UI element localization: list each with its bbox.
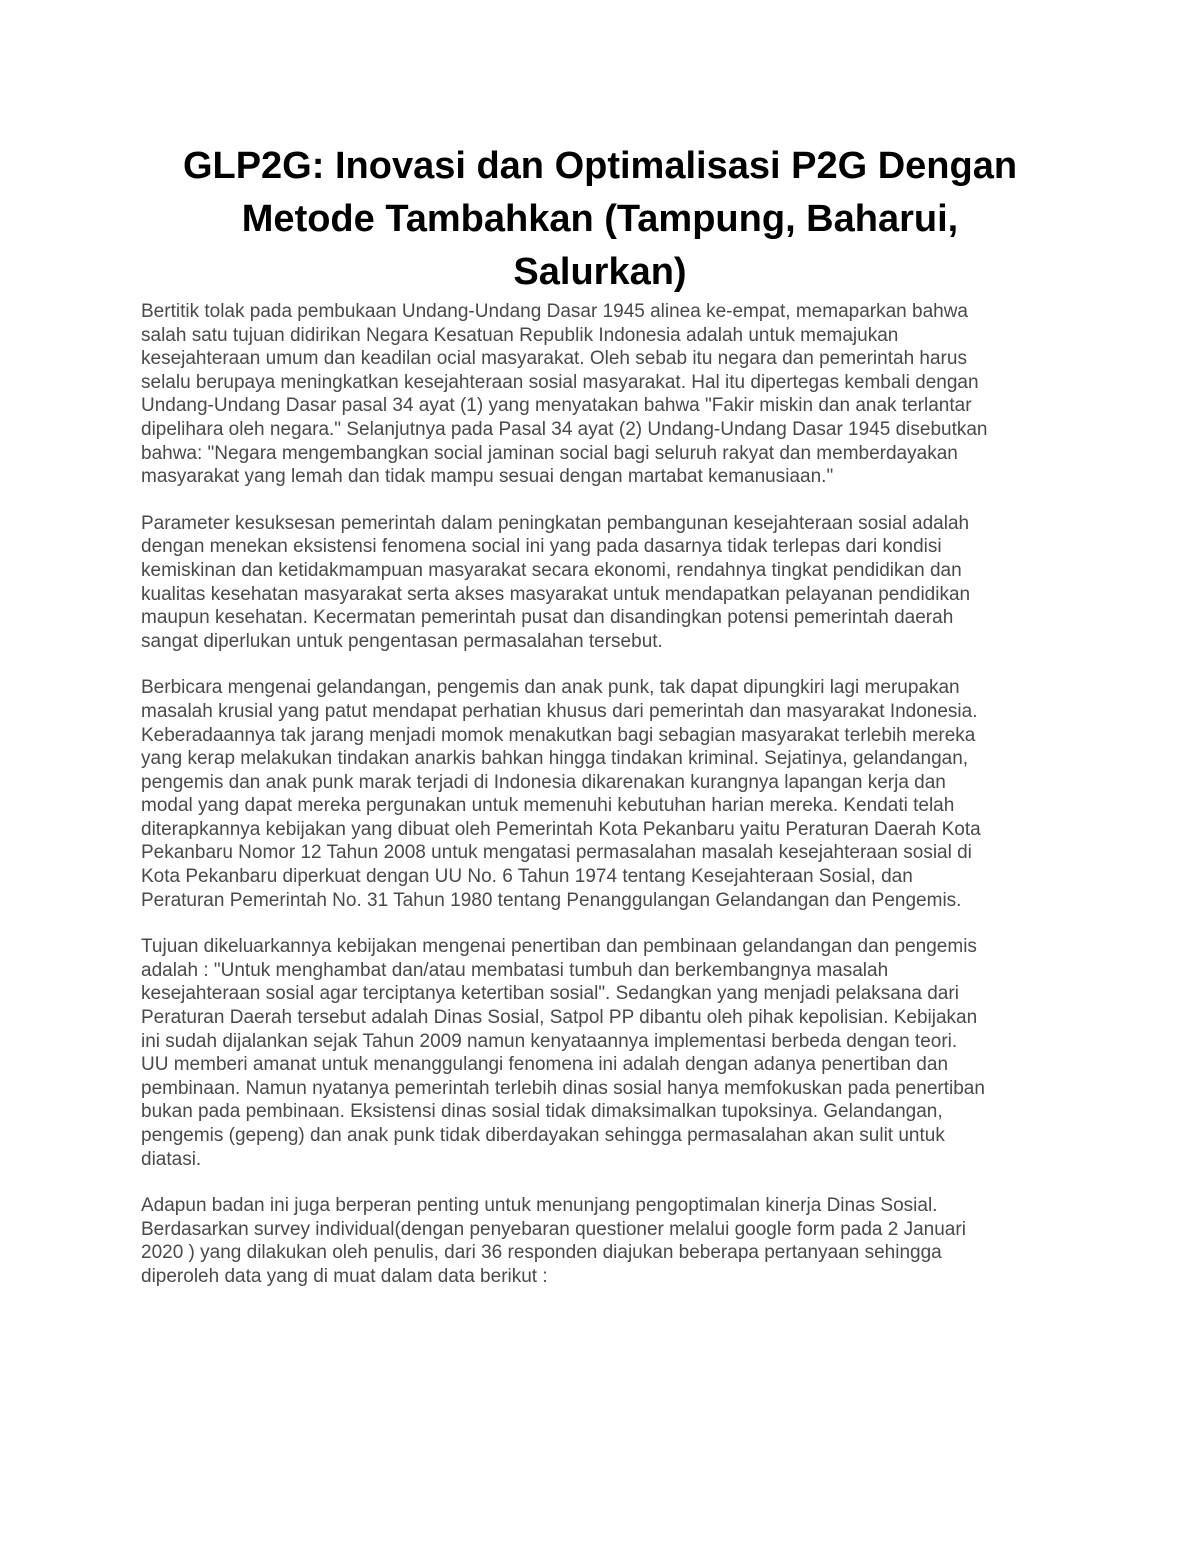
- text-line: Kota Pekanbaru diperkuat dengan UU No. 6 Tahun 1974 tentang Kesejahteraan Sosial, dan: [141, 866, 913, 888]
- paragraph-2: [141, 512, 1066, 654]
- text-line: Peraturan Daerah tersebut adalah Dinas Sosial, Satpol PP dibantu oleh pihak kepolisian. Kebijakan: [141, 1007, 978, 1029]
- title-line: Salurkan): [513, 251, 687, 293]
- paragraph-5: [141, 1194, 1066, 1288]
- text-line: Tujuan dikeluarkannya kebijakan mengenai penertiban dan pembinaan gelandangan dan pengemis: [141, 936, 977, 958]
- text-line: ini sudah dijalankan sejak Tahun 2009 namun kenyataannya implementasi berbeda dengan teori.: [141, 1030, 958, 1052]
- document-title: [130, 140, 1070, 299]
- text-line: UU memberi amanat untuk menanggulangi fenomena ini adalah dengan adanya penertiban dan: [141, 1054, 949, 1076]
- document-body: [141, 300, 1066, 1312]
- text-line: masyarakat yang lemah dan tidak mampu sesuai dengan martabat kemanusiaan.": [141, 466, 834, 488]
- text-line: Parameter kesuksesan pemerintah dalam peningkatan pembangunan kesejahteraan sosial adalah: [141, 512, 970, 534]
- text-line: Adapun badan ini juga berperan penting untuk menunjang pengoptimalan kinerja Dinas Sosial.: [141, 1195, 938, 1217]
- paragraph-4: [141, 935, 1066, 1171]
- text-line: maupun kesehatan. Kecermatan pemerintah pusat dan disandingkan potensi pemerintah daerah: [141, 607, 954, 629]
- text-line: Keberadaannya tak jarang menjadi momok menakutkan bagi sebagian masyarakat terlebih mereka: [141, 724, 976, 746]
- text-line: dengan menekan eksistensi fenomena social ini yang pada dasarnya tidak terlepas dari kondisi: [141, 536, 942, 558]
- text-line: kesejahteraan sosial agar terciptanya ketertiban sosial". Sedangkan yang menjadi pelaksana dari: [141, 983, 959, 1005]
- text-line: Bertitik tolak pada pembukaan Undang-Undang Dasar 1945 alinea ke-empat, memaparkan bahwa: [141, 301, 969, 322]
- title-line: GLP2G: Inovasi dan Optimalisasi P2G Dengan: [182, 145, 1018, 187]
- text-line: masalah krusial yang patut mendapat perhatian khusus dari pemerintah dan masyarakat Indonesia.: [141, 700, 978, 722]
- text-line: kualitas kesehatan masyarakat serta akses masyarakat untuk mendapatkan pelayanan pendidikan: [141, 583, 971, 605]
- paragraph-1: [141, 300, 1066, 489]
- text-line: Undang-Undang Dasar pasal 34 ayat (1) yang menyatakan bahwa "Fakir miskin dan anak terlantar: [141, 395, 972, 417]
- text-line: pengemis dan anak punk marak terjadi di Indonesia dikarenakan kurangnya lapangan kerja dan: [141, 771, 946, 793]
- text-line: diterapkannya kebijakan yang dibuat oleh Pemerintah Kota Pekanbaru yaitu Peraturan Daerah Kota: [141, 818, 981, 840]
- text-line: Peraturan Pemerintah No. 31 Tahun 1980 tentang Penanggulangan Gelandangan dan Pengemis.: [141, 889, 962, 911]
- title-line: Metode Tambahkan (Tampung, Baharui,: [241, 198, 959, 240]
- text-line: kemiskinan dan ketidakmampuan masyarakat secara ekonomi, rendahnya tingkat pendidikan dan: [141, 559, 962, 581]
- text-line: Berbicara mengenai gelandangan, pengemis dan anak punk, tak dapat dipungkiri lagi merupakan: [141, 677, 960, 699]
- text-line: pengemis (gepeng) dan anak punk tidak diberdayakan sehingga permasalahan akan sulit untuk: [141, 1125, 945, 1146]
- text-line: Berdasarkan survey individual(dengan penyebaran questioner melalui google form pada 2 Januari: [141, 1218, 966, 1240]
- text-line: diperoleh data yang di muat dalam data berikut :: [141, 1265, 548, 1287]
- text-line: adalah : "Untuk menghambat dan/atau membatasi tumbuh dan berkembangnya masalah: [141, 959, 889, 981]
- paragraph-3: [141, 676, 1066, 912]
- text-line: pembinaan. Namun nyatanya pemerintah terlebih dinas sosial hanya memfokuskan pada penertiban: [141, 1077, 985, 1099]
- text-line: 2020 ) yang dilakukan oleh penulis, dari 36 responden diajukan beberapa pertanyaan sehingga: [141, 1242, 942, 1264]
- text-line: modal yang dapat mereka pergunakan untuk memenuhi kebutuhan harian mereka. Kendati telah: [141, 795, 955, 817]
- text-line: Pekanbaru Nomor 12 Tahun 2008 untuk mengatasi permasalahan masalah kesejahteraan sosial di: [141, 842, 972, 864]
- text-line: kesejahteraan umum dan keadilan ocial masyarakat. Oleh sebab itu negara dan pemerintah harus: [141, 348, 967, 370]
- text-line: sangat diperlukan untuk pengentasan permasalahan tersebut.: [141, 630, 663, 652]
- text-line: bukan pada pembinaan. Eksistensi dinas sosial tidak dimaksimalkan tupoksinya. Gelandangan,: [141, 1101, 943, 1123]
- text-line: bahwa: "Negara mengembangkan social jaminan social bagi seluruh rakyat dan memberdayakan: [141, 442, 958, 464]
- text-line: salah satu tujuan didirikan Negara Kesatuan Republik Indonesia adalah untuk memajukan: [141, 324, 899, 346]
- text-line: dipelihara oleh negara." Selanjutnya pada Pasal 34 ayat (2) Undang-Undang Dasar 1945 disebutkan: [141, 418, 988, 440]
- text-line: yang kerap melakukan tindakan anarkis bahkan hingga tindakan kriminal. Sejatinya, gelandangan,: [141, 748, 969, 770]
- text-line: diatasi.: [141, 1148, 202, 1170]
- text-line: selalu berupaya meningkatkan kesejahteraan sosial masyarakat. Hal itu dipertegas kembali dengan: [141, 371, 979, 393]
